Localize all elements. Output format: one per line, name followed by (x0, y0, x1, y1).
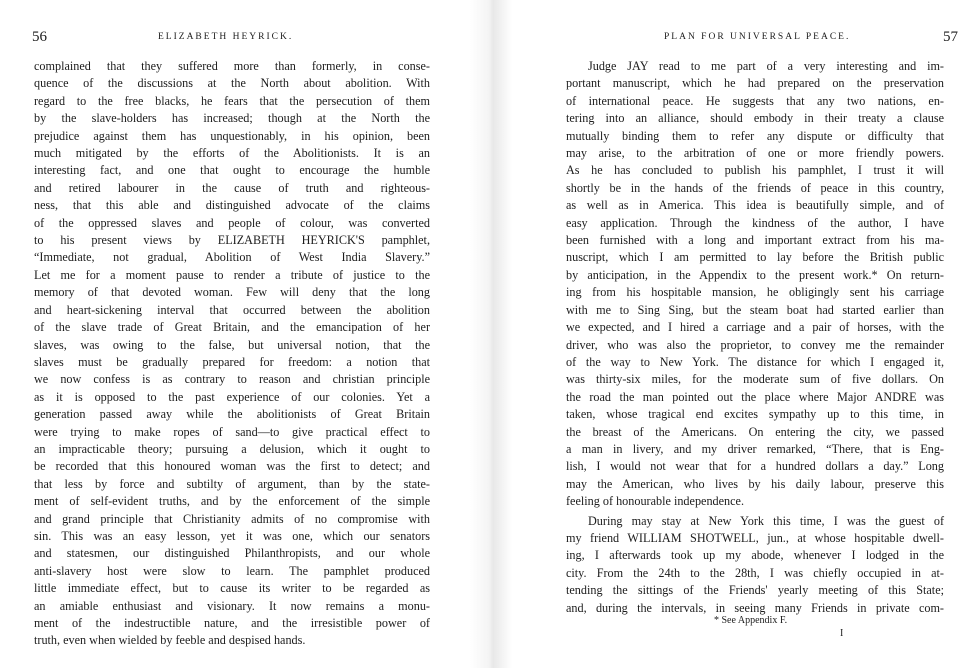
text-line: a man in livery, and my driver remarked, “There, that is Eng- (566, 441, 944, 456)
text-line: ment of self-evident truths, and by the enforcement of the simple (34, 494, 430, 509)
text-line: complained that they suffered more than formerly, in conse- (34, 59, 430, 73)
text-line: portant manuscript, which he had prepared on the preservation (566, 76, 944, 91)
text-line: “Immediate, not gradual, Abolition of West India Slavery.” (34, 250, 430, 265)
text-line: ness, that this able and distinguished advocate of the claims (34, 198, 430, 213)
text-line: were trying to make ropes of sand—to give practical effect to (34, 424, 430, 439)
text-line: an amiable enthusiast and visionary. It now remains a monu- (34, 598, 430, 613)
text-line: and retired labourer in the cause of truth and righteous- (34, 180, 430, 195)
text-line: with me to Sing Sing, but the steam boat had started earlier than (566, 302, 944, 317)
right-paragraph-1 (566, 58, 944, 511)
text-line: slaves, was owing to the false, but universal notion, that the (34, 337, 430, 352)
left-running-head: ELIZABETH HEYRICK. (158, 32, 294, 42)
text-line: city. From the 24th to the 28th, I was chiefly occupied in at- (566, 565, 944, 580)
text-line: we expected, and I hired a carriage and a pair of horses, with the (566, 320, 944, 335)
text-line: an impracticable theory; pursuing a delusion, which it ought to (34, 441, 430, 456)
text-line: ing from his hospitable mansion, he obligingly sent his carriage (566, 285, 944, 300)
text-line: we now confess is as contrary to reason and christian principle (34, 372, 430, 387)
text-line: quence of the discussions at the North about abolition. With (34, 76, 430, 91)
text-line: lish, I would not wear that for a hundred dollars a day.” Long (566, 459, 944, 474)
left-page (0, 0, 468, 668)
left-page-header (0, 29, 468, 49)
left-paragraph (34, 58, 430, 650)
text-line: slaves must be gradually prepared for freedom: a notion that (34, 354, 430, 369)
text-line: and, during the intervals, in seeing many Friends in private com- (566, 600, 944, 615)
right-page-body (566, 58, 944, 617)
text-line: mutually binding them to refer any dispute or difficulty that (566, 128, 944, 143)
text-line: of the way to New York. The distance for which I engaged it, (566, 354, 944, 369)
text-line: may the American, who lives by his daily labour, preserve this (566, 476, 944, 491)
text-line: generation passed away while the abolitionists of Great Britain (34, 407, 430, 422)
text-line: the road the man pointed out the place where Major ANDRE was (566, 389, 944, 404)
text-line: and grand principle that Christianity admits of no compromise with (34, 511, 430, 526)
book-gutter (470, 0, 512, 668)
text-line: taken, whose tragical end excites sympathy up to this time, in (566, 407, 944, 422)
right-running-head: PLAN FOR UNIVERSAL PEACE. (664, 32, 851, 42)
right-paragraph-2 (566, 513, 944, 617)
text-line: little immediate effect, but to cause its writer to be regarded as (34, 581, 430, 596)
right-page (514, 0, 980, 668)
text-line: of the oppressed slaves and people of colour, was converted (34, 215, 430, 230)
right-page-number: 57 (943, 29, 958, 45)
text-line: memory of that devoted woman. Few will deny that the long (34, 285, 430, 300)
text-line: easy application. Through the kindness of the author, I have (566, 215, 944, 230)
right-page-header (514, 29, 980, 49)
text-line: as it is opposed to the past experience of our colonies. Yet a (34, 389, 430, 404)
text-line: As he has concluded to publish his pamphlet, I trust it will (566, 163, 944, 178)
text-line: During may stay at New York this time, I was the guest of (588, 513, 944, 528)
text-line: Judge JAY read to me part of a very interesting and im- (588, 59, 944, 73)
text-line: truth, even when wielded by feeble and despised hands. (34, 633, 306, 648)
text-line: to his present views by ELIZABETH HEYRICK'S pamphlet, (34, 233, 430, 248)
text-line: may arise, to the arbitration of one or more friendly powers. (566, 146, 944, 161)
text-line: been furnished with a long and important extract from his ma- (566, 233, 944, 248)
text-line: ing, I afterwards took up my abode, whenever I lodged in the (566, 548, 944, 563)
left-page-body (34, 58, 430, 650)
text-line: and heart-sickening interval that occurred between the abolition (34, 302, 430, 317)
text-line: my friend WILLIAM SHOTWELL, jun., at whose hospitable dwell- (566, 530, 944, 545)
text-line: interesting fact, and one that ought to encourage the humble (34, 163, 430, 178)
text-line: of the slave trade of Great Britain, and the emancipation of her (34, 320, 430, 335)
text-line: by anticipation, in the Appendix to the present work.* On return- (566, 267, 944, 282)
text-line: regard to the free blacks, he fears that the persecution of them (34, 93, 430, 108)
text-line: by the slave-holders has increased; though at the North the (34, 111, 430, 126)
text-line: as well as in America. This idea is beautifully simple, and of (566, 198, 944, 213)
text-line: nuscript, which I am permitted to lay before the British public (566, 250, 944, 265)
text-line: sin. This was an easy lesson, yet it was one, which our senators (34, 528, 430, 543)
left-page-number: 56 (32, 29, 47, 45)
text-line: ment of the indestructible nature, and the irresistible power of (34, 616, 430, 630)
text-line: that less by force and subtilty of argument, than by the state- (34, 476, 430, 491)
text-line: be recorded that this honoured woman was the first to detect; and (34, 459, 430, 474)
text-line: Let me for a moment pause to render a tribute of justice to the (34, 267, 430, 282)
text-line: anti-slavery host were slow to learn. The pamphlet produced (34, 563, 430, 578)
text-line: feeling of honourable independence. (566, 494, 744, 509)
text-line: driver, who was also the proprietor, to convey me the remainder (566, 337, 944, 352)
text-line: was thirty-six miles, for the moderate sum of five dollars. On (566, 372, 944, 387)
text-line: much mitigated by the efforts of the Abolitionists. It is an (34, 146, 430, 161)
text-line: tending the sittings of the Friends' yearly meeting of this State; (566, 583, 944, 598)
text-line: of international peace. He suggests that any two nations, en- (566, 93, 944, 108)
text-line: prejudice against them has unquestionably, in his opinion, been (34, 128, 430, 143)
text-line: the breast of the Americans. On entering the city, we passed (566, 424, 944, 439)
text-line: shortly be in the hands of the friends of peace in this country, (566, 180, 944, 195)
footnote: * See Appendix F. (714, 615, 788, 626)
text-line: and statesmen, our distinguished Philanthropists, and our whole (34, 546, 430, 561)
signature-mark: I (840, 628, 844, 639)
text-line: tering into an alliance, should embody in their treaty a clause (566, 111, 944, 126)
